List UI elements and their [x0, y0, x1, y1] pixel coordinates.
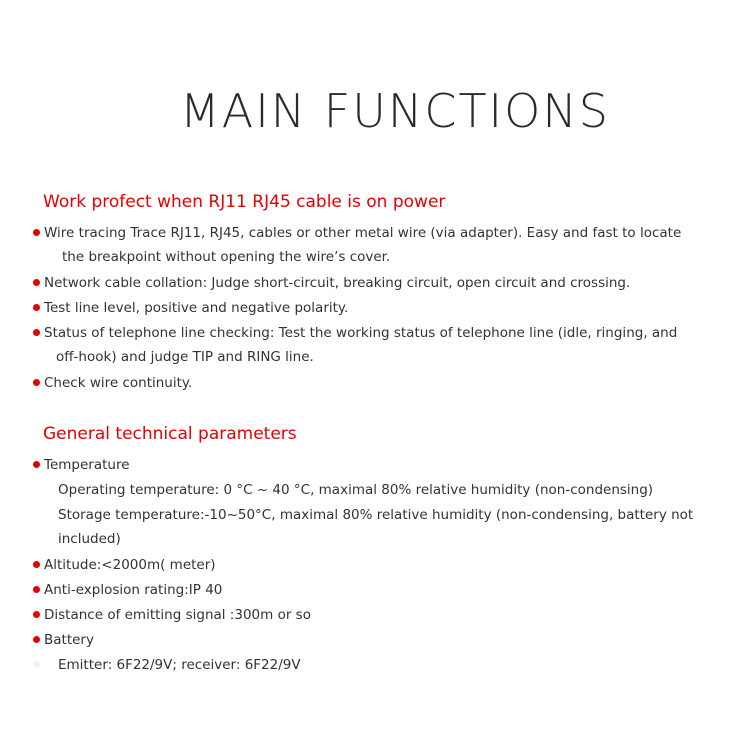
param-distance: Distance of emitting signal :300m or so [44, 607, 311, 623]
bullet-icon [33, 461, 40, 468]
page-title: MAIN FUNCTIONS [180, 84, 610, 138]
param-storage-temperature-cont: included) [58, 531, 121, 547]
bullet-icon [33, 279, 40, 286]
function-item-telephone-status: Status of telephone line checking: Test the working status of telephone line (idle, ringing, and [44, 325, 678, 341]
param-anti-explosion: Anti-explosion rating:IP 40 [44, 582, 223, 598]
param-battery-detail: Emitter: 6F22/9V; receiver: 6F22/9V [58, 657, 301, 673]
bullet-icon [33, 561, 40, 568]
param-battery-label: Battery [44, 632, 94, 648]
bullet-icon [33, 661, 40, 668]
function-item-network-collation: Network cable collation: Judge short-circuit, breaking circuit, open circuit and crossing. [44, 275, 631, 291]
bullet-icon [33, 304, 40, 311]
bullet-icon [33, 586, 40, 593]
section-heading-work: Work profect when RJ11 RJ45 cable is on power [43, 192, 446, 212]
function-item-wire-tracing: Wire tracing Trace RJ11, RJ45, cables or other metal wire (via adapter). Easy and fast to locate [44, 225, 682, 241]
function-item-telephone-status-cont: off-hook) and judge TIP and RING line. [56, 349, 314, 365]
function-item-continuity: Check wire continuity. [44, 375, 193, 391]
section-heading-parameters: General technical parameters [43, 424, 297, 444]
bullet-icon [33, 636, 40, 643]
param-temperature-label: Temperature [44, 457, 130, 473]
function-item-wire-tracing-cont: the breakpoint without opening the wire’s cover. [62, 249, 391, 265]
param-altitude: Altitude:<2000m( meter) [44, 557, 216, 573]
param-storage-temperature: Storage temperature:-10~50°C, maximal 80% relative humidity (non-condensing, battery not [58, 507, 694, 523]
bullet-icon [33, 611, 40, 618]
bullet-icon [33, 329, 40, 336]
bullet-icon [33, 229, 40, 236]
param-operating-temperature: Operating temperature: 0 °C ~ 40 °C, maximal 80% relative humidity (non-condensing) [58, 482, 654, 498]
bullet-icon [33, 379, 40, 386]
function-item-line-level: Test line level, positive and negative polarity. [44, 300, 349, 316]
